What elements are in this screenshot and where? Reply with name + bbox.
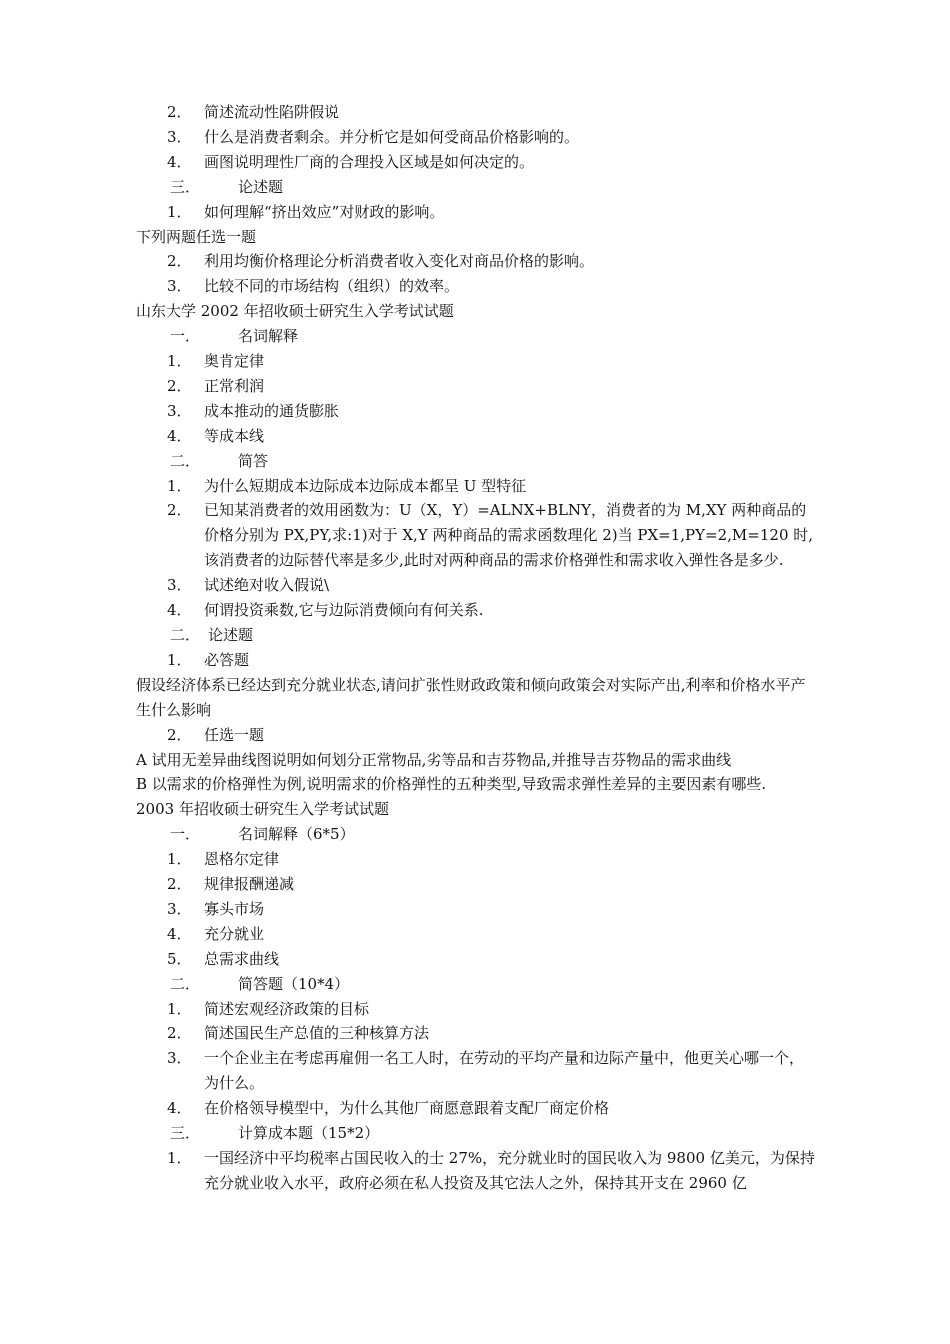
item-number: 2． [167,252,192,271]
item-text: 等成本线 [204,426,265,445]
numbered-item [136,474,816,499]
numbered-item [136,349,816,374]
item-text: 总需求曲线 [204,949,280,968]
section-number: 二． [170,974,201,993]
numbered-item [136,399,816,424]
item-text: 试述绝对收入假说\ [204,576,330,595]
paragraph: 下列两题任选一题 [136,227,257,246]
item-number: 1． [167,850,192,869]
item-number: 3． [167,899,192,918]
item-number: 2． [167,376,192,395]
numbered-item [136,150,816,175]
item-text: 简述国民生产总值的三种核算方法 [204,1024,430,1043]
numbered-item [136,200,816,225]
section-heading [136,822,816,847]
numbered-item [136,498,816,573]
section-heading [136,623,816,648]
paragraph: 假设经济体系已经达到充分就业状态,请问扩张性财政政策和倾向政策会对实际产出,利率和价格水平产生什么影响 [136,675,806,719]
item-number: 3． [167,576,192,595]
item-number: 1． [167,476,192,495]
section-title: 论述题 [238,177,284,196]
section-title: 论述题 [208,625,254,644]
item-number: 4． [167,1099,192,1118]
item-number: 4． [167,152,192,171]
numbered-item [136,922,816,947]
item-text: 必答题 [204,650,250,669]
item-number: 2． [167,103,192,121]
numbered-item [136,1096,816,1121]
item-number: 1． [167,1148,192,1167]
item-text: 奥肯定律 [204,352,265,371]
section-number: 二． [170,451,201,470]
numbered-item [136,997,816,1022]
numbered-item [136,573,816,598]
item-text: 什么是消费者剩余。并分析它是如何受商品价格影响的。 [204,127,580,146]
numbered-item [136,723,816,748]
item-text: 在价格领导模型中，为什么其他厂商愿意跟着支配厂商定价格 [204,1099,610,1118]
item-text: 成本推动的通货膨胀 [204,401,340,420]
numbered-item [136,897,816,922]
numbered-item [136,100,816,125]
item-text: 比较不同的市场结构（组织）的效率。 [204,277,460,296]
paragraph: 2003 年招收硕士研究生入学考试试题 [136,800,389,819]
item-number: 2． [167,1024,192,1043]
item-number: 3． [167,401,192,420]
item-text: 何谓投资乘数,它与边际消费倾向有何关系. [204,601,484,620]
item-text: 正常利润 [204,376,265,395]
item-number: 2． [167,501,192,520]
item-number: 3． [167,277,192,296]
item-number: 2． [167,875,192,894]
section-heading [136,175,816,200]
numbered-item [136,598,816,623]
numbered-item [136,648,816,673]
section-title: 名词解释（6*5） [238,825,355,844]
item-text: 简述流动性陷阱假说 [204,103,340,121]
item-text: 已知某消费者的效用函数为：U（X，Y）=ALNX+BLNY，消费者的为 M,XY 两种商品的价格分别为 PX,PY,求:1)对于 X,Y 两种商品的需求函数理化 2)当 PX=1,PY=2,M=120 时,该消费者的边际替代率是多少,此时对两种商品的需求价格弹性和需求收入弹性各是多少. [204,501,814,570]
item-text: 充分就业 [204,924,265,943]
paragraph: A 试用无差异曲线图说明如何划分正常物品,劣等品和吉芬物品,并推导吉芬物品的需求曲线 [136,750,732,769]
numbered-item [136,1146,816,1196]
item-number: 1． [167,352,192,371]
item-number: 1． [167,202,192,221]
item-text: 一国经济中平均税率占国民收入的士 27%，充分就业时的国民收入为 9800 亿美元，为保持充分就业收入水平，政府必须在私人投资及其它法人之外，保持其开支在 2960 亿 [204,1148,815,1192]
numbered-item [136,947,816,972]
section-heading [136,1121,816,1146]
numbered-item [136,1021,816,1046]
section-heading [136,449,816,474]
item-text: 利用均衡价格理论分析消费者收入变化对商品价格的影响。 [204,252,595,271]
item-number: 1． [167,999,192,1018]
numbered-item [136,274,816,299]
section-heading [136,324,816,349]
item-number: 1． [167,650,192,669]
section-title: 名词解释 [238,327,299,346]
section-number: 一． [170,825,201,844]
item-number: 5． [167,949,192,968]
numbered-item [136,125,816,150]
numbered-item [136,249,816,274]
item-text: 恩格尔定律 [204,850,280,869]
document-body [136,100,816,1196]
item-text: 任选一题 [204,725,265,744]
item-text: 简述宏观经济政策的目标 [204,999,370,1018]
item-number: 4． [167,601,192,620]
numbered-item [136,1046,816,1096]
section-number: 三． [170,177,201,196]
item-number: 3． [167,1049,192,1068]
numbered-item [136,424,816,449]
section-heading [136,972,816,997]
numbered-item [136,847,816,872]
section-title: 计算成本题（15*2） [238,1124,380,1143]
paragraph: 山东大学 2002 年招收硕士研究生入学考试试题 [136,302,454,321]
item-text: 为什么短期成本边际成本边际成本都呈 U 型特征 [204,476,527,495]
item-number: 4． [167,426,192,445]
section-title: 简答 [238,451,269,470]
numbered-item [136,374,816,399]
item-text: 如何理解“挤出效应”对财政的影响。 [204,202,445,221]
item-number: 3． [167,127,192,146]
item-text: 画图说明理性厂商的合理投入区域是如何决定的。 [204,152,535,171]
section-number: 三． [170,1124,201,1143]
section-title: 简答题（10*4） [238,974,350,993]
numbered-item [136,872,816,897]
item-text: 规律报酬递减 [204,875,295,894]
section-number: 二． [170,625,201,644]
item-text: 一个企业主在考虑再雇佣一名工人时，在劳动的平均产量和边际产量中，他更关心哪一个，为什么。 [204,1049,805,1093]
item-number: 2． [167,725,192,744]
paragraph: B 以需求的价格弹性为例,说明需求的价格弹性的五种类型,导致需求弹性差异的主要因素有哪些. [136,775,767,794]
section-number: 一． [170,327,201,346]
item-number: 4． [167,924,192,943]
item-text: 寡头市场 [204,899,265,918]
